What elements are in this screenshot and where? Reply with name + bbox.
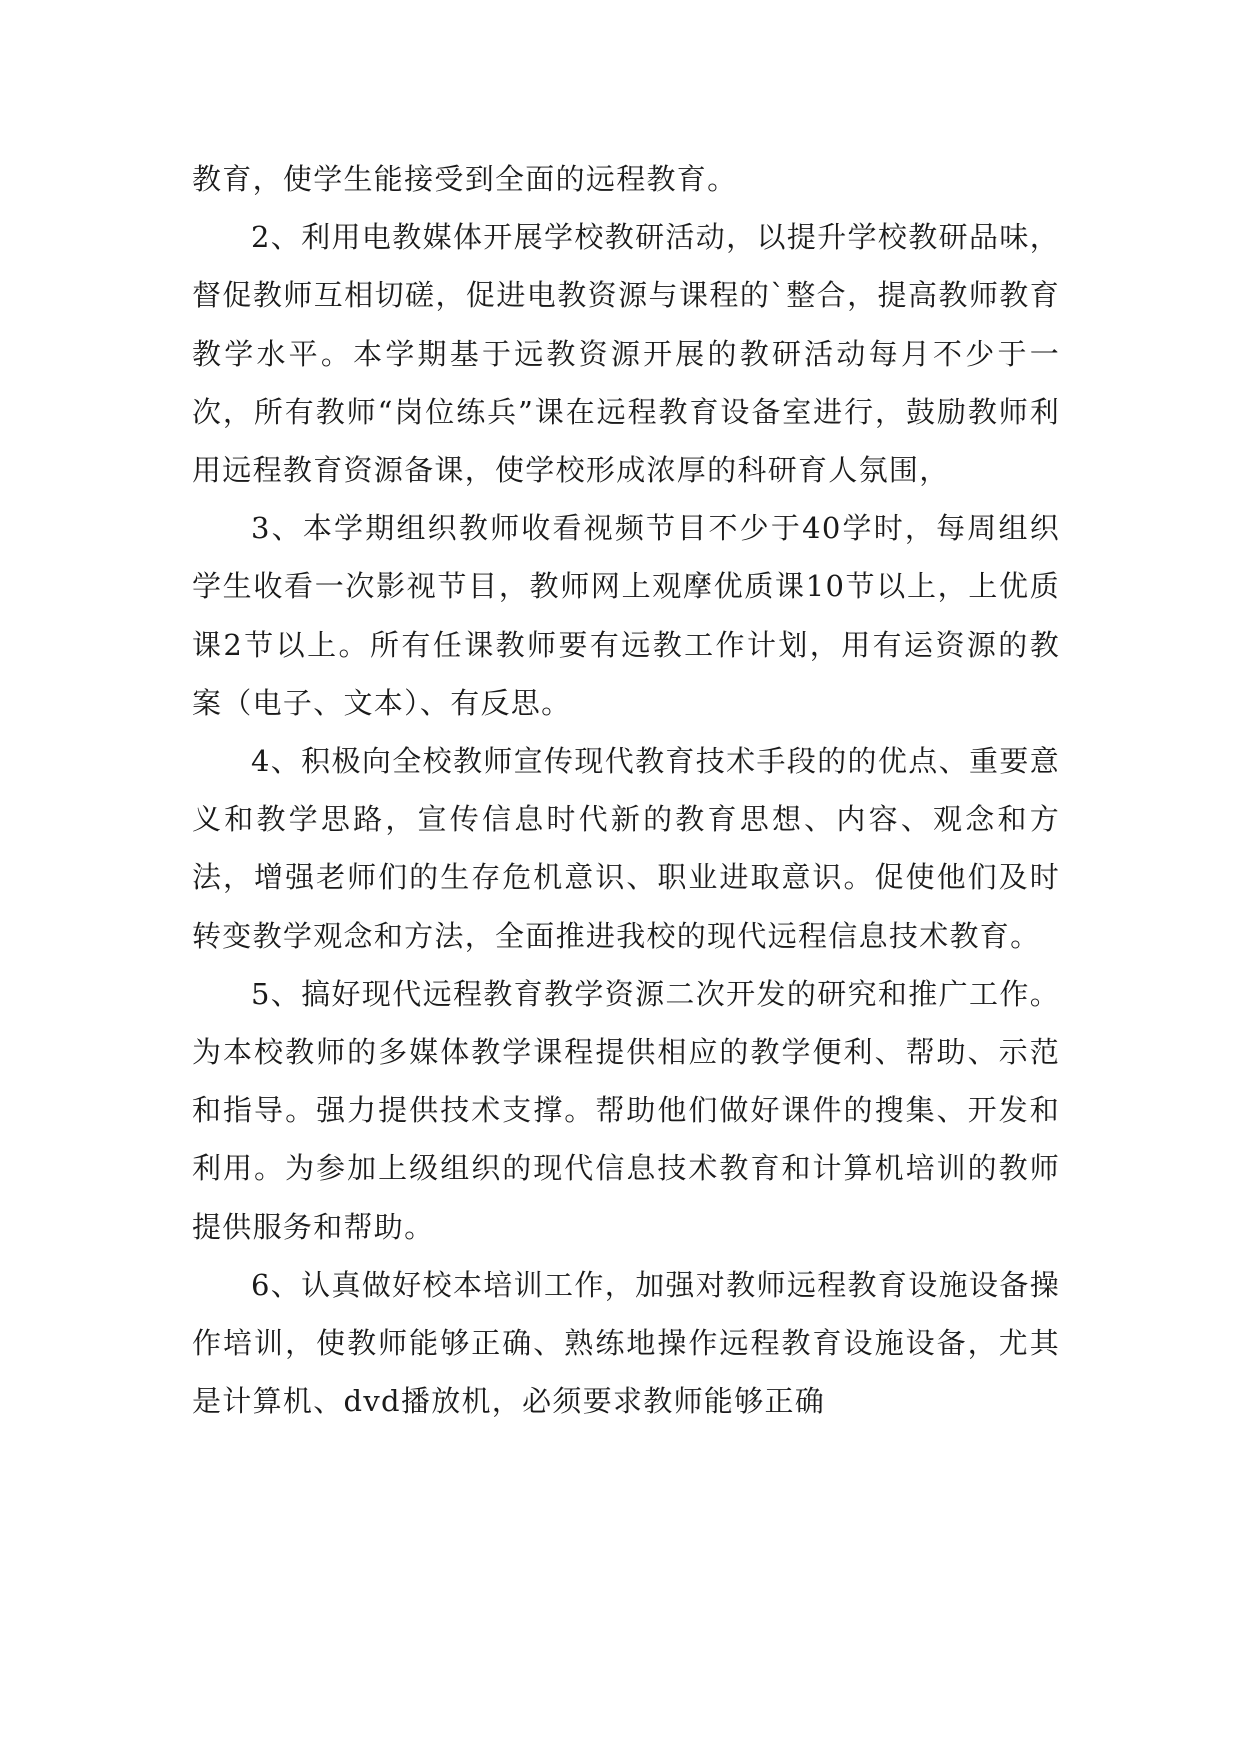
paragraph-item-6: 6、认真做好校本培训工作，加强对教师远程教育设施设备操作培训，使教师能够正确、熟练地操作远程教育设施设备，尤其是计算机、dvd播放机，必须要求教师能够正确 bbox=[192, 1267, 1060, 1419]
paragraph-item-4: 4、积极向全校教师宣传现代教育技术手段的的优点、重要意义和教学思路，宣传信息时代新的教育思想、内容、观念和方法，增强老师们的生存危机意识、职业进取意识。促使他们及时转变教学观念和方法，全面推进我校的现代远程信息技术教育。 bbox=[192, 744, 1060, 953]
paragraph-item-2: 2、利用电教媒体开展学校教研活动，以提升学校教研品味，督促教师互相切磋，促进电教资源与课程的`整合，提高教师教育教学水平。本学期基于远教资源开展的教研活动每月不少于一次，所有教师“岗位练兵”课在远程教育设备室进行，鼓励教师利用远程教育资源备课，使学校形成浓厚的科研育人氛围， bbox=[192, 220, 1060, 488]
document-body bbox=[192, 150, 1060, 1430]
paragraph-continuation: 教育，使学生能接受到全面的远程教育。 bbox=[192, 162, 738, 196]
paragraph-item-5: 5、搞好现代远程教育教学资源二次开发的研究和推广工作。为本校教师的多媒体教学课程提供相应的教学便利、帮助、示范和指导。强力提供技术支撑。帮助他们做好课件的搜集、开发和利用。为参加上级组织的现代信息技术教育和计算机培训的教师提供服务和帮助。 bbox=[192, 976, 1060, 1244]
paragraph-item-3: 3、本学期组织教师收看视频节目不少于40学时，每周组织学生收看一次影视节目，教师网上观摩优质课10节以上，上优质课2节以上。所有任课教师要有远教工作计划，用有运资源的教案（电子、文本）、有反思。 bbox=[192, 511, 1060, 720]
